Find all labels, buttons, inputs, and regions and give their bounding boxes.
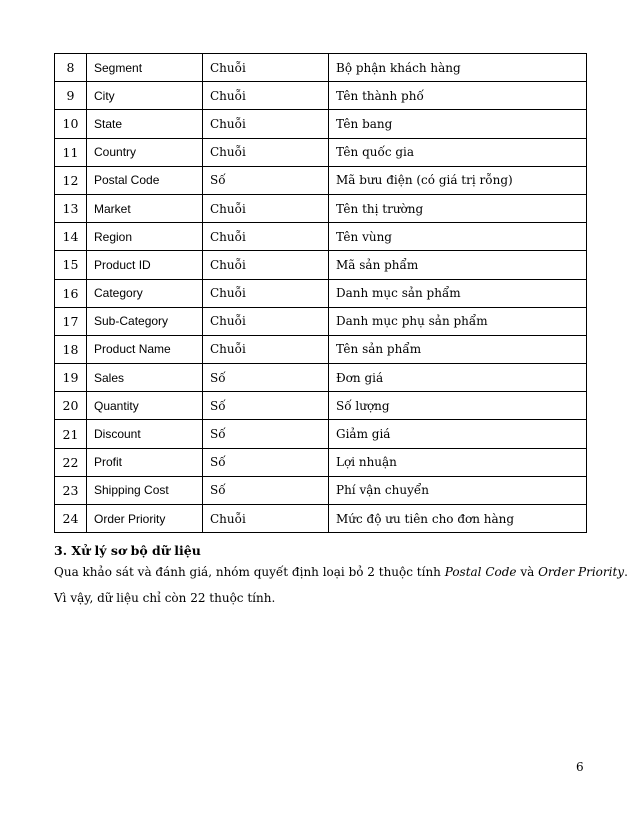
attribute-name: Country — [87, 138, 203, 166]
attribute-name: Order Priority — [87, 505, 203, 533]
attribute-name: Market — [87, 194, 203, 222]
table-row — [55, 420, 587, 448]
attribute-type: Chuỗi — [203, 82, 329, 110]
attribute-order-priority: Order Priority — [538, 565, 625, 579]
attribute-description: Giảm giá — [329, 420, 587, 448]
row-index: 19 — [55, 364, 87, 392]
paragraph-text-before: Qua khảo sát và đánh giá, nhóm quyết định loại bỏ 2 thuộc tính — [54, 565, 445, 579]
row-index: 12 — [55, 166, 87, 194]
table-row — [55, 335, 587, 363]
attribute-name: Discount — [87, 420, 203, 448]
attribute-name: Region — [87, 223, 203, 251]
paragraph-remaining-attributes: Vì vậy, dữ liệu chỉ còn 22 thuộc tính. — [54, 591, 276, 605]
table-row — [55, 251, 587, 279]
table-row — [55, 194, 587, 222]
paragraph-text-after: . — [624, 565, 628, 579]
attribute-description: Đơn giá — [329, 364, 587, 392]
row-index: 8 — [55, 54, 87, 82]
attribute-description: Bộ phận khách hàng — [329, 54, 587, 82]
table-row — [55, 279, 587, 307]
attribute-name: Category — [87, 279, 203, 307]
row-index: 23 — [55, 476, 87, 504]
attribute-type: Chuỗi — [203, 505, 329, 533]
row-index: 11 — [55, 138, 87, 166]
attribute-name: Product ID — [87, 251, 203, 279]
attribute-type: Chuỗi — [203, 307, 329, 335]
table-row — [55, 82, 587, 110]
attribute-type: Chuỗi — [203, 194, 329, 222]
table-row — [55, 110, 587, 138]
attribute-table-body — [55, 54, 587, 533]
table-row — [55, 138, 587, 166]
paragraph-removed-attributes — [54, 565, 628, 579]
attribute-type: Chuỗi — [203, 110, 329, 138]
attribute-type: Số — [203, 364, 329, 392]
attribute-table — [54, 53, 587, 533]
table-row — [55, 505, 587, 533]
row-index: 24 — [55, 505, 87, 533]
table-row — [55, 448, 587, 476]
attribute-name: City — [87, 82, 203, 110]
row-index: 22 — [55, 448, 87, 476]
attribute-type: Chuỗi — [203, 335, 329, 363]
row-index: 9 — [55, 82, 87, 110]
attribute-description: Phí vận chuyển — [329, 476, 587, 504]
attribute-description: Tên thị trường — [329, 194, 587, 222]
page-number: 6 — [576, 760, 584, 774]
attribute-name: Sales — [87, 364, 203, 392]
attribute-description: Tên bang — [329, 110, 587, 138]
table-row — [55, 166, 587, 194]
row-index: 14 — [55, 223, 87, 251]
attribute-postal-code: Postal Code — [444, 565, 517, 579]
attribute-description: Mã sản phẩm — [329, 251, 587, 279]
attribute-name: Segment — [87, 54, 203, 82]
row-index: 15 — [55, 251, 87, 279]
attribute-description: Tên vùng — [329, 223, 587, 251]
attribute-type: Số — [203, 166, 329, 194]
attribute-description: Tên sản phẩm — [329, 335, 587, 363]
attribute-name: Profit — [87, 448, 203, 476]
paragraph-text-middle: và — [516, 565, 539, 579]
attribute-type: Chuỗi — [203, 251, 329, 279]
row-index: 16 — [55, 279, 87, 307]
attribute-description: Danh mục phụ sản phẩm — [329, 307, 587, 335]
attribute-type: Chuỗi — [203, 223, 329, 251]
table-row — [55, 476, 587, 504]
attribute-type: Chuỗi — [203, 138, 329, 166]
attribute-type: Số — [203, 420, 329, 448]
attribute-description: Tên thành phố — [329, 82, 587, 110]
attribute-name: Postal Code — [87, 166, 203, 194]
attribute-description: Mức độ ưu tiên cho đơn hàng — [329, 505, 587, 533]
attribute-type: Chuỗi — [203, 279, 329, 307]
attribute-description: Tên quốc gia — [329, 138, 587, 166]
attribute-name: Quantity — [87, 392, 203, 420]
table-row — [55, 307, 587, 335]
attribute-description: Lợi nhuận — [329, 448, 587, 476]
row-index: 10 — [55, 110, 87, 138]
table-row — [55, 364, 587, 392]
row-index: 13 — [55, 194, 87, 222]
table-row — [55, 392, 587, 420]
attribute-name: Product Name — [87, 335, 203, 363]
row-index: 17 — [55, 307, 87, 335]
table-row — [55, 223, 587, 251]
row-index: 20 — [55, 392, 87, 420]
row-index: 18 — [55, 335, 87, 363]
row-index: 21 — [55, 420, 87, 448]
section-heading: 3. Xử lý sơ bộ dữ liệu — [54, 543, 201, 558]
attribute-type: Số — [203, 476, 329, 504]
attribute-name: Shipping Cost — [87, 476, 203, 504]
attribute-description: Danh mục sản phẩm — [329, 279, 587, 307]
attribute-name: State — [87, 110, 203, 138]
table-row — [55, 54, 587, 82]
attribute-type: Số — [203, 392, 329, 420]
attribute-name: Sub-Category — [87, 307, 203, 335]
attribute-type: Số — [203, 448, 329, 476]
attribute-description: Mã bưu điện (có giá trị rỗng) — [329, 166, 587, 194]
attribute-type: Chuỗi — [203, 54, 329, 82]
attribute-description: Số lượng — [329, 392, 587, 420]
